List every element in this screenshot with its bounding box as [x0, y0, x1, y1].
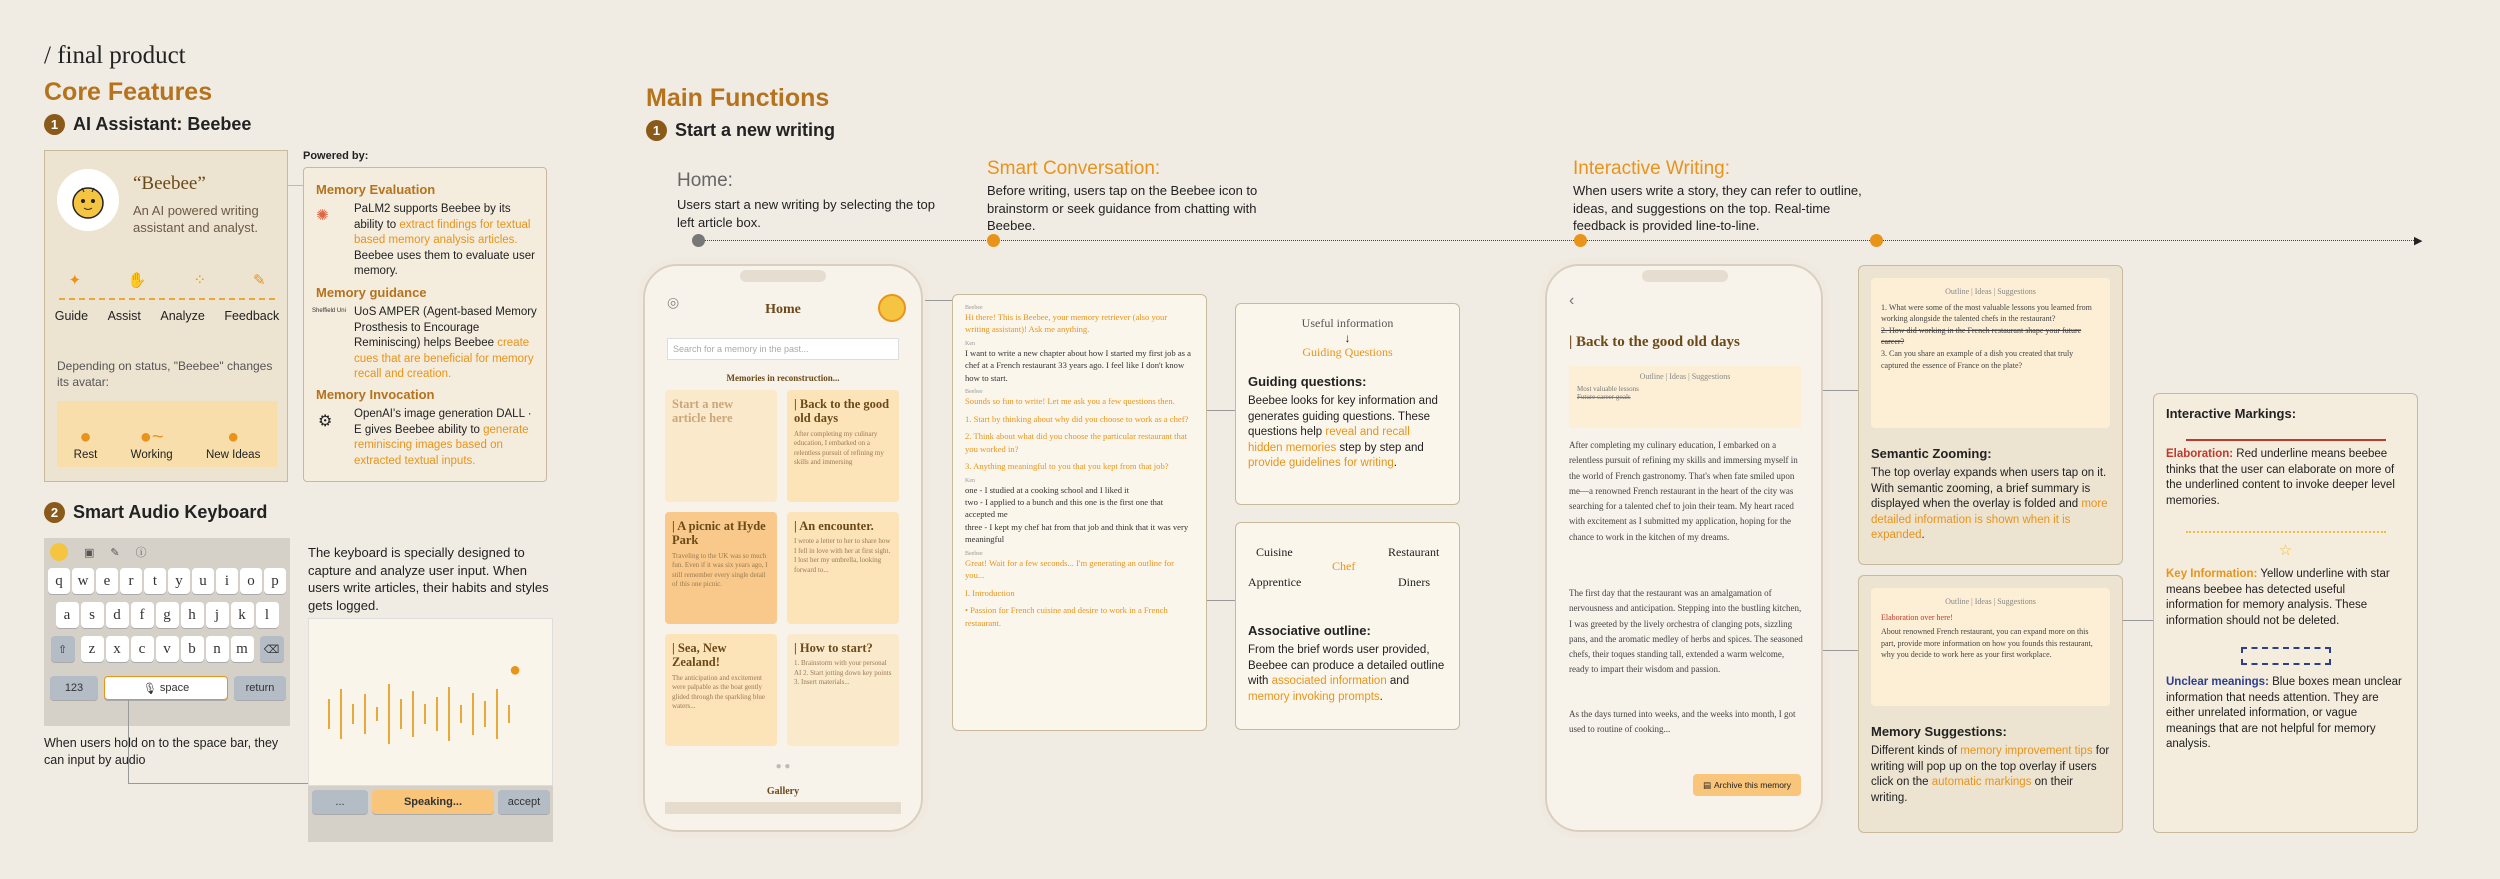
chat-messages [965, 305, 1194, 629]
star-icon: ☆ [2278, 542, 2293, 560]
word: Diners [1398, 575, 1430, 589]
feedback-icon: ✎ [252, 272, 266, 289]
memory-card-title: | An encounter. [794, 519, 874, 533]
speak-cancel-button[interactable]: ... [312, 790, 368, 814]
chat-message [965, 460, 1194, 472]
overlay-tabs: Outline | Ideas | Suggestions [1639, 372, 1731, 381]
zoom-title: Semantic Zooming: [1871, 446, 1992, 461]
section-label: Memories in reconstruction... [726, 373, 840, 383]
pagination-dots: ● ● [775, 761, 791, 772]
guiding-title: Guiding questions: [1248, 374, 1367, 389]
zoom-q: 1. What were some of the most valuable lessons you learned from working alongside the talented chefs in the restaurant? [1881, 302, 2092, 324]
memory-card[interactable] [787, 512, 899, 624]
key[interactable]: a [56, 602, 79, 628]
connector [2123, 620, 2153, 621]
uos-logo: Sheffield Uni [312, 308, 346, 314]
roles-line [59, 298, 275, 300]
chat-text: 1. Start by thinking about why did you choose to work as a chef? [965, 413, 1189, 424]
backspace-key[interactable]: ⌫ [260, 636, 284, 662]
memory-card[interactable] [665, 512, 777, 624]
bee-icon: ● [509, 659, 522, 681]
roles-labels [45, 309, 289, 323]
connector [1823, 390, 1858, 391]
chat-sender: Ken [965, 340, 975, 347]
image-icon: ▣ [84, 546, 95, 559]
connector [288, 185, 303, 186]
connector [128, 783, 308, 784]
chat-panel [952, 294, 1207, 731]
key[interactable]: z [81, 636, 104, 662]
key[interactable]: r [120, 568, 142, 594]
audio-wave-panel [308, 618, 553, 786]
key[interactable]: c [131, 636, 154, 662]
unc-text: Unclear meanings: Blue boxes mean unclear information that needs attention. They are either unrelated information, or vague meanings that are not helpful for memory analysis. [2166, 676, 2402, 751]
role-label: Assist [107, 309, 141, 323]
roles-icons [45, 271, 289, 289]
role-label: Analyze [160, 309, 205, 323]
chat-sender: Beebee [965, 550, 983, 557]
connector [1823, 650, 1858, 651]
chat-message [965, 413, 1194, 425]
keyboard-keys [48, 568, 286, 670]
timeline [698, 240, 2418, 241]
memory-card-title: Start a new article here [672, 397, 734, 426]
openai-icon: ⚙ [318, 413, 333, 430]
archive-button[interactable]: ▤ Archive this memory [1693, 774, 1801, 796]
memory-card-title: | How to start? [794, 641, 873, 655]
key[interactable]: u [192, 568, 214, 594]
key[interactable]: o [240, 568, 262, 594]
status-text: Depending on status, "Beebee" changes its avatar: [57, 359, 273, 390]
chat-message [965, 430, 1194, 455]
info-icon: ⓘ [135, 547, 147, 559]
key[interactable]: e [96, 568, 118, 594]
chat-text: Sounds so fun to write! Let me ask you a few questions then. [965, 396, 1175, 407]
notch [740, 270, 826, 282]
key[interactable]: v [156, 636, 179, 662]
gallery-strip [665, 802, 901, 814]
avatar-rest: ● Rest [73, 426, 98, 461]
sugg-title: Memory Suggestions: [1871, 724, 2007, 739]
analyze-icon: ⁘ [193, 272, 207, 289]
connector [1207, 600, 1235, 601]
arrow-down-icon: ↓ [1344, 331, 1351, 345]
step-number: 1 [646, 120, 667, 141]
key-space[interactable]: 🎙 space [104, 676, 228, 700]
chat-text: Great! Wait for a few seconds... I'm generating an outline for you... [965, 557, 1175, 581]
key[interactable]: j [206, 602, 229, 628]
word: Chef [1332, 559, 1356, 573]
memory-card[interactable] [665, 390, 777, 502]
timeline-dot [692, 234, 705, 247]
chat-message [965, 305, 1194, 336]
mem-guid-text: UoS AMPER (Agent-based Memory Prosthesis to Encourage Reminiscing) helps Beebee create cues that are beneficial for memory recall and creation. [354, 306, 537, 381]
red-underline-sample [2186, 439, 2386, 441]
page-header: / final product [44, 42, 186, 69]
memory-card-body: I wrote a letter to her to share how I fell in love with her at first sight. I lost her my umbrella, looking forward to... [794, 537, 891, 574]
bee-icon [66, 178, 110, 222]
home-title: Home: [677, 170, 733, 191]
key-123[interactable]: 123 [50, 676, 98, 700]
speaking-bar [308, 786, 553, 842]
mem-eval-title: Memory Evaluation [316, 182, 436, 197]
key[interactable]: p [264, 568, 286, 594]
sugg-text: Different kinds of memory improvement tips for writing will pop up on the top overlay if users click on the automatic markings on their writing. [1871, 745, 2110, 804]
chat-message [965, 587, 1194, 599]
archive-icon: ▤ [1702, 779, 1712, 790]
sugg-body: About renowned French restaurant, you can expand more on this part, provide more information on how you founds this restaurant, why you decide to work here as your first workplace. [1881, 627, 2093, 660]
audio-title: Smart Audio Keyboard [73, 502, 268, 522]
mic-icon: 🎙 [142, 682, 157, 695]
mem-inv-title: Memory Invocation [316, 387, 435, 402]
key[interactable]: w [72, 568, 94, 594]
palm-icon: ✺ [316, 207, 329, 224]
memory-card-title: | Back to the good old days [794, 397, 890, 426]
memory-card-body: The anticipation and excitement were palpable as the boat gently glided through the sparkling blue waters... [672, 673, 765, 711]
assist-icon: ✋ [127, 272, 147, 289]
connector [1207, 410, 1235, 411]
chat-message [965, 389, 1194, 407]
timeline-dot [1574, 234, 1587, 247]
word: Restaurant [1388, 545, 1440, 559]
outline-text: From the brief words user provided, Beebee can produce a detailed outline with associated information and memory invoking prompts. [1248, 644, 1445, 703]
chat-text: 2. Think about what did you choose the particular restaurant that you worked in? [965, 431, 1188, 454]
key[interactable]: q [48, 568, 70, 594]
key-text: Key Information: Yellow underline with star means beebee has detected useful information for memory analysis. These information should not be deleted. [2166, 568, 2390, 627]
outline-overlay[interactable] [1569, 366, 1801, 428]
chat-text: I want to write a new chapter about how I started my first job as a chef at a French restaurant 33 years ago. I feel like I don't know how to start. [965, 347, 1191, 383]
sugg-header: Elaboration over here! [1881, 612, 1953, 622]
memory-card[interactable] [787, 634, 899, 746]
memory-card-title: | A picnic at Hyde Park [672, 519, 766, 548]
overlay-item: Future career goals [1577, 393, 1631, 401]
inter-desc: When users write a story, they can refer to outline, ideas, and suggestions on the top. Real-time feedback is provided line-to-line. [1573, 183, 1862, 234]
step-number: 2 [44, 502, 65, 523]
chat-text: • Passion for French cuisine and desire to work in a French restaurant. [965, 605, 1168, 628]
notch [1642, 270, 1728, 282]
connector [128, 700, 129, 783]
home-desc: Users start a new writing by selecting the top left article box. [677, 197, 935, 230]
avatar-states [57, 401, 277, 467]
smart-desc: Before writing, users tap on the Beebee icon to brainstorm or seek guidance from chatting with Beebee. [987, 183, 1258, 234]
zoom-text: The top overlay expands when users tap on it. With semantic zooming, a brief summary is displayed when the overlay is folded and more detailed information is shown when it is expanded. [1871, 467, 2108, 542]
core-features-title: Core Features [44, 78, 213, 106]
key[interactable]: h [181, 602, 204, 628]
back-icon[interactable]: ‹ [1569, 292, 1575, 309]
writing-phone [1545, 264, 1823, 832]
main-sub-heading [646, 120, 835, 141]
beebee-avatar [57, 169, 119, 231]
kb-hold-text: When users hold on to the space bar, they can input by audio [44, 736, 279, 767]
key[interactable]: b [181, 636, 204, 662]
yellow-underline-sample [2186, 531, 2386, 533]
beebee-name: “Beebee” [133, 173, 206, 194]
shift-key[interactable]: ⇧ [51, 636, 75, 662]
memory-card-title: | Sea, New Zealand! [672, 641, 727, 670]
avatar-working: ●~ Working [130, 426, 173, 461]
chat-sender: Ken [965, 477, 975, 484]
ai-assistant-heading [44, 114, 251, 135]
article-body[interactable]: After completing my culinary education, I embarked on a relentless pursuit of refining my skills and immersing myself in the world of French gastronomy. That's when fate smiled upon me—a renowned French restaurant in the heart of the city was searching for a talented chef to join their team. My heart raced with excitement as I submitted my application, hoping for the chance to work in the kitchen of my dreams. [1569, 440, 1798, 542]
key[interactable]: s [81, 602, 104, 628]
bee-icon [50, 543, 68, 561]
home-title-bar: Home [765, 302, 801, 317]
profile-icon[interactable]: ◎ [667, 294, 680, 310]
keyboard-toolbar [50, 541, 284, 563]
home-phone [643, 264, 923, 832]
markings-card [2153, 393, 2418, 833]
mem-eval-text: PaLM2 supports Beebee by its ability to extract findings for textual based memory analysis articles. Beebee uses them to evaluate user memory. [354, 203, 535, 278]
mem-guid-title: Memory guidance [316, 285, 427, 300]
keyboard [44, 538, 290, 726]
timeline-dot [1870, 234, 1883, 247]
word: Cuisine [1256, 545, 1293, 559]
mem-inv-text: OpenAI's image generation DALL · E gives Beebee ability to generate reminiscing images based on extracted textual inputs. [354, 408, 532, 467]
avatar-new-ideas: ● New Ideas [205, 426, 261, 461]
key[interactable]: n [206, 636, 229, 662]
key[interactable]: g [156, 602, 179, 628]
audio-heading [44, 502, 267, 523]
gallery-label[interactable]: Gallery [766, 786, 800, 797]
memory-card[interactable] [665, 634, 777, 746]
zoom-q: 2. How did working in the French restaurant shape your future career? [1881, 325, 2082, 347]
smart-title: Smart Conversation: [987, 158, 1161, 179]
chat-text: Hi there! This is Beebee, your memory retriever (also your writing assistant)! Ask me anything. [965, 312, 1168, 335]
beebee-panel [44, 150, 288, 482]
suggestions-card [1858, 575, 2123, 833]
article-body-2[interactable]: The first day that the restaurant was an amalgamation of nervousness and anticipation. Stepping into the bustling kitchen, I was greeted by the lively orchestra of clanging pots, sizzling pans, and the aromatic medley of herbs and spices. The seasoned chefs, their toques standing tall, extended a warm welcome, ready to impart their wisdom and passion. [1569, 588, 1803, 675]
marks-title: Interactive Markings: [2166, 406, 2297, 421]
chat-text: one - I studied at a cooking school and I liked it two - I applied to a bunch and this one is the first one that accepted me three - I kept my chef hat from that job and think that it was very meaningful [965, 484, 1189, 545]
main-functions-title: Main Functions [646, 84, 830, 112]
chat-sender: Beebee [965, 389, 983, 396]
guide-icon: ✦ [68, 272, 82, 289]
key[interactable]: x [106, 636, 129, 662]
blue-box-sample [2241, 647, 2331, 665]
key[interactable]: m [231, 636, 254, 662]
inter-title: Interactive Writing: [1573, 158, 1730, 179]
memory-card[interactable] [787, 390, 899, 502]
timeline-arrow-icon: ▶ [2414, 235, 2423, 247]
overlay-tabs: Outline | Ideas | Suggestions [1945, 287, 2036, 296]
kb-desc: The keyboard is specially designed to capture and analyze user input. When users write articles, their habits and styles gets logged. [308, 545, 549, 613]
sugg-overlay [1871, 588, 2110, 706]
timeline-dot [987, 234, 1000, 247]
main-sub-title: Start a new writing [675, 120, 836, 140]
chat-text: I. Introduction [965, 587, 1015, 598]
overlay-tabs: Outline | Ideas | Suggestions [1945, 597, 2036, 606]
outline-card [1235, 522, 1460, 730]
accept-button[interactable]: accept [498, 790, 550, 814]
memory-card-body: Traveling to the UK was so much fun. Even if it was six years ago, I still remember every single detail of this one picnic. [672, 551, 768, 589]
beebee-desc: An AI powered writing assistant and analyst. [133, 203, 259, 235]
ai-assistant-title: AI Assistant: Beebee [73, 114, 252, 134]
outline-title: Associative outline: [1248, 623, 1371, 638]
chat-message [965, 341, 1194, 384]
guiding-q: Guiding Questions [1302, 345, 1393, 359]
key[interactable]: f [131, 602, 154, 628]
chat-message [965, 551, 1194, 582]
guiding-text: Beebee looks for key information and generates guiding questions. These questions help reveal and recall hidden memories step by step and provide guidelines for writing. [1248, 395, 1438, 470]
key[interactable]: i [216, 568, 238, 594]
elab-text: Elaboration: Red underline means beebee thinks that the user can elaborate on more of the underlined content to invoke deeper level memories. [2166, 448, 2395, 507]
waveform [319, 679, 519, 749]
overlay-item: Most valuable lessons [1577, 385, 1639, 393]
mic-icon: ✎ [110, 546, 120, 559]
memory-card-body: After completing my culinary education, I embarked on a relentless pursuit of refining my skills and immersing [794, 429, 884, 467]
useful-info: Useful information [1301, 316, 1394, 330]
key[interactable]: t [144, 568, 166, 594]
key[interactable]: y [168, 568, 190, 594]
article-title: | Back to the good old days [1569, 334, 1740, 350]
memory-card-body: 1. Brainstorm with your personal AI 2. Start jotting down key points 3. Insert materials... [794, 659, 892, 687]
key[interactable]: l [256, 602, 279, 628]
powered-by: Powered by: [303, 150, 369, 162]
bee-icon[interactable] [878, 294, 906, 322]
role-label: Feedback [224, 309, 280, 323]
step-number: 1 [44, 114, 65, 135]
semantic-zoom-card [1858, 265, 2123, 565]
chat-message [965, 604, 1194, 629]
powered-panel [303, 167, 547, 482]
zoom-overlay [1871, 278, 2110, 428]
role-label: Guide [54, 309, 89, 323]
connector [925, 300, 952, 301]
chat-text: 3. Anything meaningful to you that you kept from that job? [965, 461, 1169, 472]
word-map [1248, 535, 1447, 605]
key-return[interactable]: return [234, 676, 286, 700]
article-body-3[interactable]: As the days turned into weeks, and the weeks into month, I got used to routine of cooking... [1569, 709, 1796, 735]
word: Apprentice [1248, 575, 1302, 589]
guiding-card [1235, 303, 1460, 505]
chat-sender: Beebee [965, 305, 983, 311]
chat-message [965, 478, 1194, 546]
key[interactable]: d [106, 602, 129, 628]
search-input[interactable]: Search for a memory in the past... [667, 338, 899, 360]
key[interactable]: k [231, 602, 254, 628]
zoom-q: 3. Can you share an example of a dish you created that truly captured the essence of France on the plate? [1881, 348, 2074, 370]
speaking-button[interactable]: Speaking... [372, 790, 494, 814]
